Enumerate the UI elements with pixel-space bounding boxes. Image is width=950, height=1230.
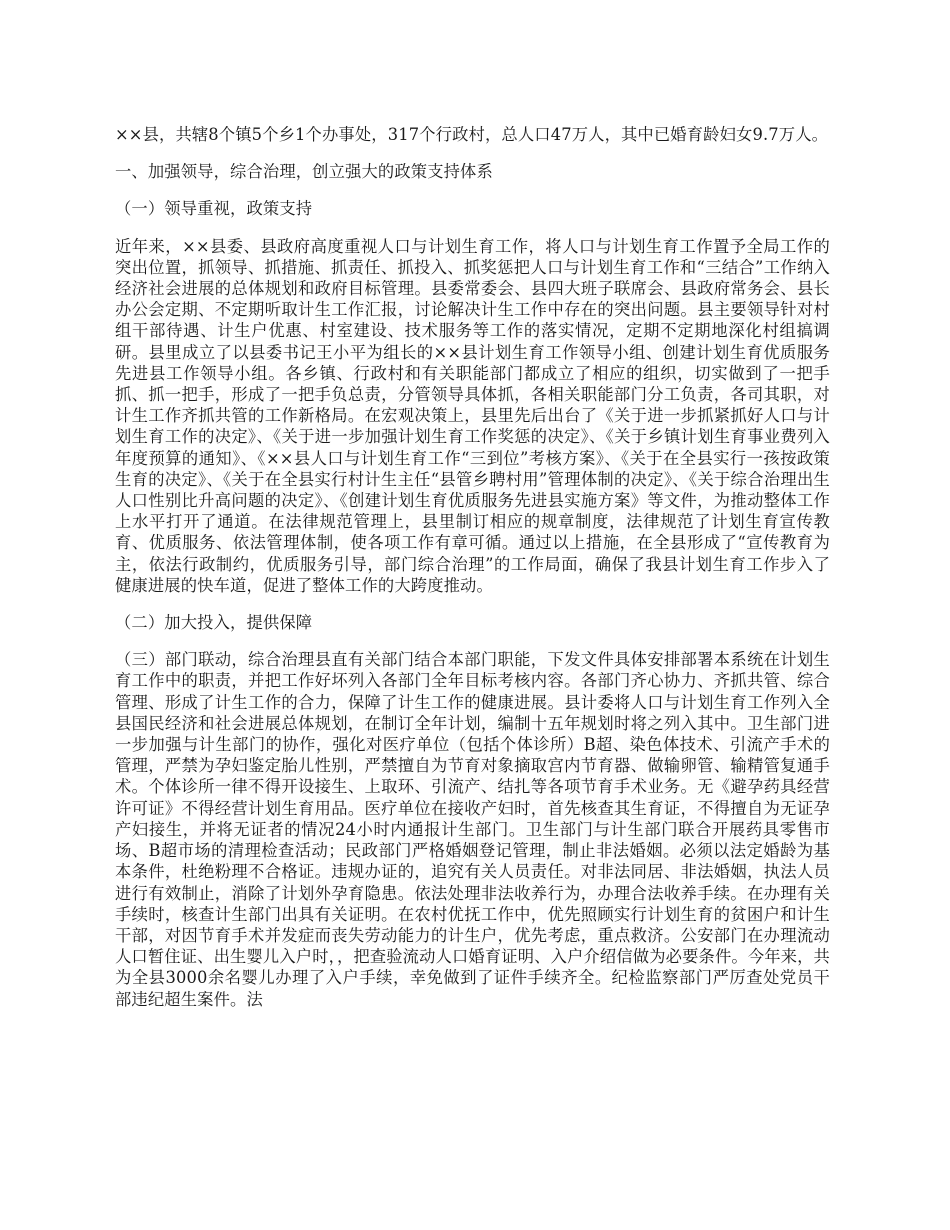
body-paragraph-leadership: 近年来，××县委、县政府高度重视人口与计划生育工作，将人口与计划生育工作置予全局工作的突出位置，抓领导、抓措施、抓责任、抓投入、抓奖惩把人口与计划生育工作和“三结合”工作纳入经济社会进展的总体规划和政府目标管理。县委常委会、县四大班子联席会、县政府常务会、县长办公会定期、不定期听取计生工作汇报，讨论解决计生工作中存在的突出问题。县主要领导针对村组干部待遇、计生户优惠、村室建设、技术服务等工作的落实情况，定期不定期地深化村组搞调研。县里成立了以县委书记王小平为组长的××县计划生育工作领导小组、创建计划生育优质服务先进县工作领导小组。各乡镇、行政村和有关职能部门都成立了相应的组织，切实做到了一把手抓、抓一把手，形成了一把手负总责，分管领导具体抓，各相关职能部门分工负责，各司其职，对计生工作齐抓共管的工作新格局。在宏观决策上，县里先后出台了《关于进一步抓紧抓好人口与计划生育工作的决定》、《关于进一步加强计划生育工作奖惩的决定》、《关于乡镇计划生育事业费列入年度预算的通知》、《××县人口与计划生育工作“三到位”考核方案》、《关于在全县实行一孩按政策生育的决定》、《关于在全县实行村计生主任“县管乡聘村用”管理体制的决定》、《关于综合治理出生人口性别比升高问题的决定》、《创建计划生育优质服务先进县实施方案》等文件，为推动整体工作上水平打开了通道。在法律规范管理上，县里制订相应的规章制度，法律规范了计划生育宣传教育、优质服务、依法管理体制，使各项工作有章可循。通过以上措施，在全县形成了“宣传教育为主，依法行政制约，优质服务引导，部门综合治理”的工作局面，确保了我县计划生育工作步入了健康进展的快车道，促进了整体工作的大跨度推动。 xyxy=(115,236,830,595)
intro-paragraph: ××县，共辖8个镇5个乡1个办事处，317个行政村，总人口47万人，其中已婚育龄妇女9.7万人。 xyxy=(115,125,829,144)
subsection-heading-2: （二）加大投入，提供保障 xyxy=(115,613,313,633)
subsection-heading-1: （一）领导重视，政策支持 xyxy=(115,199,313,219)
section-heading-1: 一、加强领导，综合治理，创立强大的政策支持体系 xyxy=(115,162,493,182)
document-page xyxy=(115,124,830,1010)
body-paragraph-departments: （三）部门联动，综合治理县直有关部门结合本部门职能，下发文件具体安排部署本系统在计划生育工作中的职责，并把工作好坏列入各部门全年目标考核内容。各部门齐心协力、齐抓共管、综合管理、形成了计生工作的合力，保障了计生工作的健康进展。县计委将人口与计划生育工作列入全县国民经济和社会进展总体规划，在制订全年计划，编制十五年规划时将之列入其中。卫生部门进一步加强与计生部门的协作，强化对医疗单位（包括个体诊所）B超、染色体技术、引流产手术的管理，严禁为孕妇鉴定胎儿性别，严禁擅自为节育对象摘取宫内节育器、做输卵管、输精管复通手术。个体诊所一律不得开设接生、上取环、引流产、结扎等各项节育手术业务。无《避孕药具经营许可证》不得经营计划生育用品。医疗单位在接收产妇时，首先核查其生育证，不得擅自为无证孕产妇接生，并将无证者的情况24小时内通报计生部门。卫生部门与计生部门联合开展药具零售市场、B超市场的清理检查活动；民政部门严格婚姻登记管理，制止非法婚姻。必须以法定婚龄为基本条件，杜绝粉理不合格证。违规办证的，追究有关人员责任。对非法同居、非法婚姻，执法人员进行有效制止，消除了计划外孕育隐患。依法处理非法收养行为，办理合法收养手续。在办理有关手续时，核查计生部门出具有关证明。在农村优抚工作中，优先照顾实行计划生育的贫困户和计生干部，对因节育手术并发症而丧失劳动能力的计生户，优先考虑，重点救济。公安部门在办理流动人口暂住证、出生婴儿入户时，，把查验流动人口婚育证明、入户介绍信做为必要条件。今年来，共为全县3000余名婴儿办理了入户手续，幸免做到了证件手续齐全。纪检监察部门严厉查处党员干部违纪超生案件。法 xyxy=(115,650,830,1009)
